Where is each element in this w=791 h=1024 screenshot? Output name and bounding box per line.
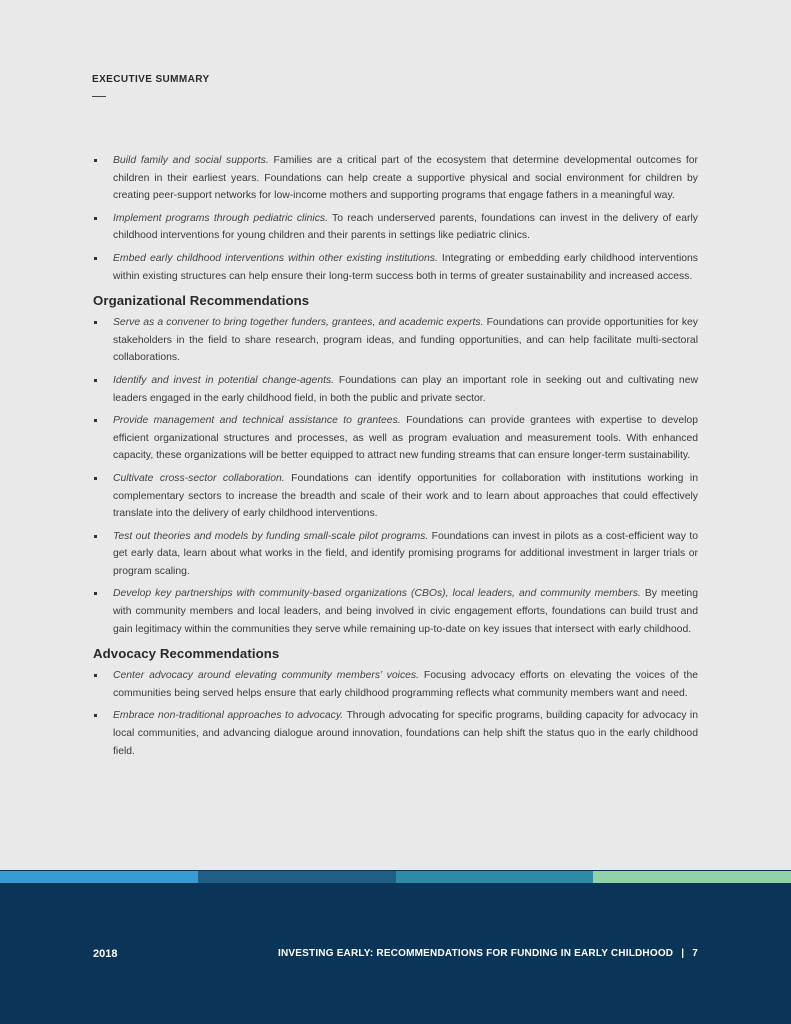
organizational-bullet-list — [93, 314, 698, 638]
footer-publication-title — [278, 948, 698, 959]
publication-title: INVESTING EARLY: RECOMMENDATIONS FOR FUNDING IN EARLY CHILDHOOD — [278, 948, 674, 959]
list-item: Embed early childhood interventions within other existing institutions. Integrating or embedding early childhood interventions within existing structures can help ensure their long-term success both in terms of greater sustainability and increased access. — [93, 250, 698, 285]
footer-color-stripes — [0, 871, 791, 883]
list-item: Build family and social supports. Families are a critical part of the ecosystem that determine developmental outcomes for children in their earliest years. Foundations can help create a supportive physical and social environment for children by creating peer-support networks for low-income mothers and supporting programs that engage fathers in a meaningful way. — [93, 152, 698, 205]
list-item: Cultivate cross-sector collaboration. Foundations can identify opportunities for collaboration with institutions working in complementary sectors to increase the breadth and scale of their work and to learn about approaches that could effectively translate into the delivery of early childhood interventions. — [93, 470, 698, 523]
footer-year: 2018 — [93, 948, 118, 960]
section-title: EXECUTIVE SUMMARY — [92, 74, 210, 85]
intro-bullet-list — [93, 152, 698, 285]
organizational-heading: Organizational Recommendations — [93, 293, 310, 309]
page-number: 7 — [692, 948, 698, 959]
list-item: Test out theories and models by funding small-scale pilot programs. Foundations can invest in pilots as a cost-efficient way to get early data, learn about what works in the field, and identify promising programs for additional investment in larger trials or program scaling. — [93, 528, 698, 581]
stripe — [396, 871, 594, 883]
list-item: Provide management and technical assistance to grantees. Foundations can provide grantees with expertise to develop efficient organizational structures and processes, as well as program evaluation and measurement tools. With enhanced capacity, these organizations will be better equipped to attract new funding streams that can ensure longer-term sustainability. — [93, 412, 698, 465]
advocacy-bullet-list — [93, 667, 698, 760]
footer — [0, 870, 791, 1024]
header-rule — [92, 96, 106, 97]
stripe — [0, 871, 198, 883]
list-item: Develop key partnerships with community-based organizations (CBOs), local leaders, and community members. By meeting with community members and local leaders, and being involved in civic engagement efforts, foundations can build trust and gain legitimacy within the communities they serve while remaining up-to-date on key issues that intersect with early childhood. — [93, 585, 698, 638]
list-item: Center advocacy around elevating community members’ voices. Focusing advocacy efforts on elevating the voices of the communities being served helps ensure that early childhood programming reflects what community members want and need. — [93, 667, 698, 702]
separator: | — [681, 948, 685, 959]
list-item: Identify and invest in potential change-agents. Foundations can play an important role in seeking out and cultivating new leaders engaged in the early childhood field, in both the public and private sector. — [93, 372, 698, 407]
list-item: Serve as a convener to bring together funders, grantees, and academic experts. Foundations can provide opportunities for key stakeholders in the field to share research, program ideas, and funding opportunities, and can help facilitate multi-sectoral collaborations. — [93, 314, 698, 367]
advocacy-heading: Advocacy Recommendations — [93, 646, 280, 662]
main-content — [93, 152, 698, 765]
stripe — [593, 871, 791, 883]
stripe — [198, 871, 396, 883]
list-item: Embrace non-traditional approaches to advocacy. Through advocating for specific programs, building capacity for advocacy in local communities, and advancing dialogue around innovation, foundations can help shift the status quo in the early childhood field. — [93, 707, 698, 760]
list-item: Implement programs through pediatric clinics. To reach underserved parents, foundations can invest in the delivery of early childhood interventions for young children and their parents in settings like pediatric clinics. — [93, 210, 698, 245]
